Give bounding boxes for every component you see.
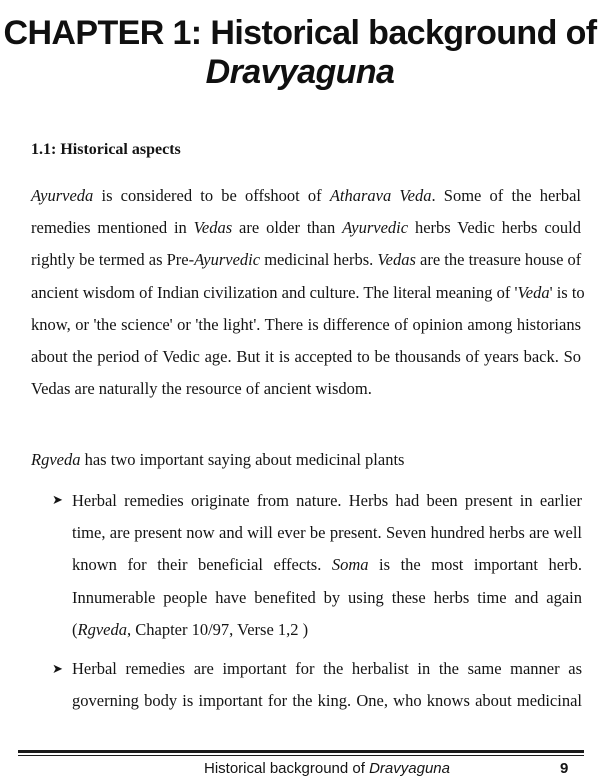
- paragraph-line: [31, 244, 581, 276]
- list-line: governing body is important for the king. One, who knows about medicinal: [72, 691, 582, 711]
- section-heading: 1.1: Historical aspects: [31, 141, 181, 158]
- list-line: time, are present now and will ever be present. Seven hundred herbs are well: [72, 523, 582, 543]
- list-line: [72, 614, 582, 646]
- footer-rule-thin: [18, 755, 584, 756]
- paragraph-line: about the period of Vedic age. But it is accepted to be thousands of years back. So: [31, 346, 581, 366]
- arrow-bullet-icon: ➤: [52, 662, 63, 677]
- text-run: Historical background of: [204, 760, 370, 777]
- list-line: Herbal remedies are important for the herbalist in the same manner as: [72, 659, 582, 678]
- text-run: are the treasure house of: [415, 250, 582, 270]
- term-rgveda: Rgveda: [77, 619, 127, 639]
- text-run: , Chapter 10/97, Verse 1,2 ): [126, 619, 309, 639]
- paragraph-line: [31, 180, 581, 212]
- term-soma: Soma: [331, 555, 369, 575]
- paragraph-line: [31, 212, 581, 244]
- term-rgveda: Rgveda: [31, 450, 81, 469]
- chapter-title-line2: Dravyaguna: [205, 53, 395, 91]
- text-run: (: [72, 619, 78, 639]
- text-run: . Some of the herbal: [431, 186, 581, 205]
- term-veda: Veda: [517, 282, 550, 302]
- term-ayurvedic: Ayurvedic: [342, 218, 409, 238]
- body-paragraph: [31, 180, 585, 405]
- text-run: remedies mentioned in: [31, 218, 194, 238]
- arrow-bullet-icon: ➤: [52, 493, 63, 508]
- chapter-title: [0, 14, 600, 92]
- term-ayurvedic: Ayurvedic: [194, 250, 261, 270]
- term-vedas: Vedas: [377, 250, 416, 270]
- list-intro: [31, 448, 404, 472]
- text-run: has two important saying about medicinal plants: [80, 450, 405, 469]
- term-vedas: Vedas: [193, 218, 233, 238]
- term-atharava-veda: Atharava Veda: [329, 186, 432, 205]
- text-run: are older than: [232, 218, 343, 238]
- list-item-text: [72, 653, 582, 717]
- text-run: herbs Vedic herbs could: [408, 218, 581, 238]
- list-item-text: [72, 485, 582, 646]
- term-dravyaguna: Dravyaguna: [369, 760, 450, 777]
- text-run: is considered to be offshoot of: [93, 186, 330, 205]
- chapter-title-line1: CHAPTER 1: Historical background of: [3, 14, 597, 52]
- text-run: is the most important herb.: [368, 555, 582, 575]
- text-run: ' is to: [549, 282, 585, 302]
- list-line: Innumerable people have benefited by using these herbs time and again: [72, 587, 582, 607]
- text-run: medicinal herbs.: [260, 250, 378, 270]
- text-run: ancient wisdom of Indian civilization and culture. The literal meaning of ': [31, 282, 518, 302]
- paragraph-line: [31, 277, 585, 309]
- text-run: known for their beneficial effects.: [72, 555, 332, 575]
- paragraph-line: Vedas are naturally the resource of ancient wisdom.: [31, 379, 372, 399]
- footer-rule: [18, 750, 584, 753]
- paragraph-line: know, or 'the science' or 'the light'. There is difference of opinion among historians: [31, 314, 581, 334]
- running-footer: [204, 760, 450, 777]
- page-number: 9: [560, 760, 569, 777]
- list-line: [72, 549, 582, 581]
- list-line: Herbal remedies originate from nature. Herbs had been present in earlier: [72, 491, 582, 510]
- text-run: rightly be termed as Pre-: [31, 250, 195, 270]
- term-ayurveda: Ayurveda: [31, 186, 94, 205]
